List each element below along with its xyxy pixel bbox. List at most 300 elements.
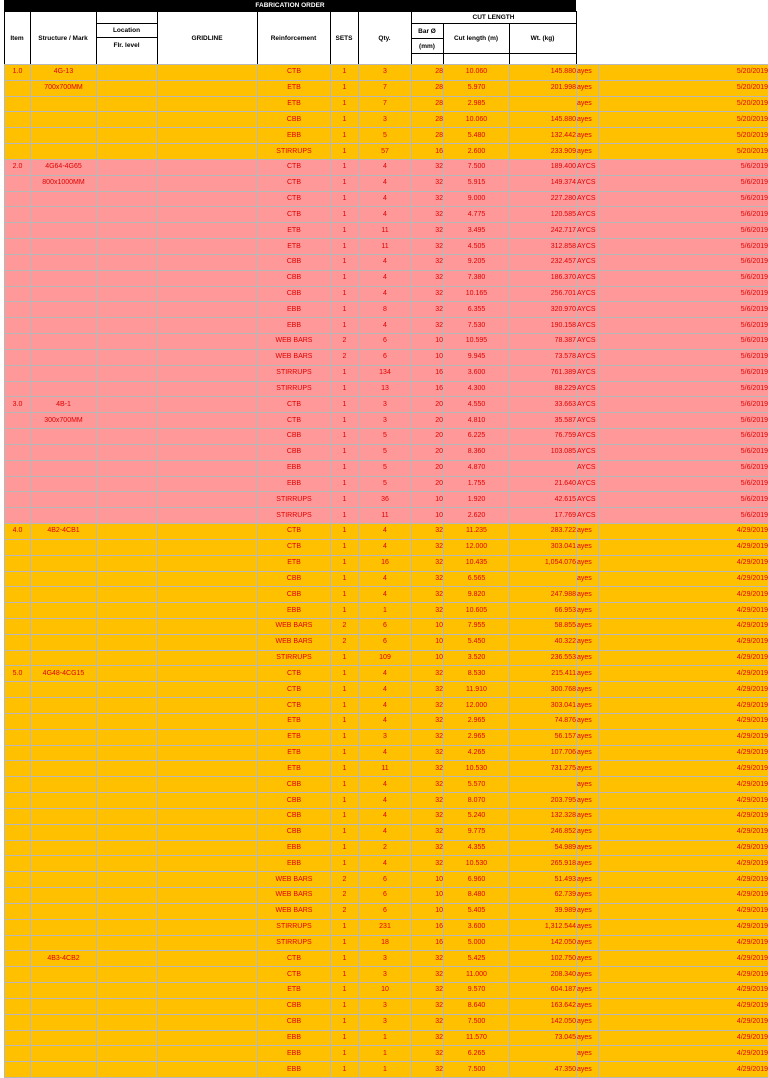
row-bar-dia: 32 [412, 951, 444, 967]
row-item [5, 919, 31, 935]
row-item: 4.0 [5, 524, 31, 540]
row-item [5, 539, 31, 555]
row-date: 4/29/2019 [599, 555, 768, 571]
row-remark: AYCS [577, 349, 599, 365]
row-location [97, 223, 158, 239]
row-qty: 6 [359, 872, 412, 888]
row-location [97, 524, 158, 540]
row-structure-mark [31, 808, 97, 824]
row-sets: 1 [331, 729, 359, 745]
row-location [97, 745, 158, 761]
table-row [5, 175, 768, 191]
row-sets: 1 [331, 587, 359, 603]
row-remark: AYCS [577, 365, 599, 381]
row-weight: 39.989 [510, 903, 577, 919]
row-date: 5/6/2019 [599, 239, 768, 255]
row-location [97, 159, 158, 175]
row-reinforcement: CBB [258, 270, 331, 286]
row-qty: 16 [359, 555, 412, 571]
row-bar-dia: 20 [412, 397, 444, 413]
row-location [97, 112, 158, 128]
row-structure-mark [31, 983, 97, 999]
row-item [5, 318, 31, 334]
row-remark: ayes [577, 903, 599, 919]
row-bar-dia: 32 [412, 555, 444, 571]
row-reinforcement: WEB BARS [258, 618, 331, 634]
row-reinforcement: CBB [258, 571, 331, 587]
row-weight: 320.970 [510, 302, 577, 318]
row-reinforcement: EBB [258, 460, 331, 476]
row-gridline [158, 1046, 258, 1062]
row-structure-mark [31, 555, 97, 571]
row-weight [510, 571, 577, 587]
row-reinforcement: CTB [258, 539, 331, 555]
row-location [97, 539, 158, 555]
row-reinforcement: EBB [258, 856, 331, 872]
row-sets: 1 [331, 856, 359, 872]
row-qty: 4 [359, 587, 412, 603]
row-item [5, 998, 31, 1014]
table-row [5, 444, 768, 460]
row-item [5, 365, 31, 381]
row-weight: 242.717 [510, 223, 577, 239]
row-weight: 731.275 [510, 761, 577, 777]
row-item [5, 935, 31, 951]
header-cut-length: Cut length (m) [443, 24, 509, 53]
row-gridline [158, 808, 258, 824]
row-bar-dia: 10 [412, 492, 444, 508]
row-qty: 6 [359, 618, 412, 634]
row-cut-length: 8.480 [444, 888, 510, 904]
header-item: Item [4, 12, 30, 64]
row-location [97, 634, 158, 650]
row-sets: 1 [331, 476, 359, 492]
row-sets: 1 [331, 571, 359, 587]
row-cut-length: 12.000 [444, 539, 510, 555]
row-date: 5/6/2019 [599, 223, 768, 239]
row-date: 4/29/2019 [599, 824, 768, 840]
header-qty: Qty. [358, 12, 411, 64]
row-bar-dia: 10 [412, 508, 444, 524]
table-row [5, 539, 768, 555]
row-qty: 3 [359, 951, 412, 967]
table-row [5, 128, 768, 144]
row-reinforcement: EBB [258, 840, 331, 856]
row-structure-mark [31, 286, 97, 302]
row-remark: AYCS [577, 413, 599, 429]
row-qty: 7 [359, 80, 412, 96]
row-reinforcement: CBB [258, 777, 331, 793]
row-bar-dia: 10 [412, 349, 444, 365]
row-sets: 1 [331, 159, 359, 175]
table-row [5, 903, 768, 919]
row-remark: ayes [577, 793, 599, 809]
row-bar-dia: 32 [412, 571, 444, 587]
row-item: 2.0 [5, 159, 31, 175]
row-qty: 3 [359, 1014, 412, 1030]
row-gridline [158, 175, 258, 191]
row-location [97, 144, 158, 160]
row-location [97, 381, 158, 397]
row-date: 4/29/2019 [599, 650, 768, 666]
table-row [5, 618, 768, 634]
row-sets: 1 [331, 96, 359, 112]
row-item: 5.0 [5, 666, 31, 682]
row-remark: AYCS [577, 476, 599, 492]
row-reinforcement: STIRRUPS [258, 919, 331, 935]
row-weight: 246.852 [510, 824, 577, 840]
row-qty: 11 [359, 508, 412, 524]
row-qty: 4 [359, 682, 412, 698]
row-date: 4/29/2019 [599, 745, 768, 761]
row-date: 4/29/2019 [599, 998, 768, 1014]
row-reinforcement: CBB [258, 824, 331, 840]
row-remark: AYCS [577, 207, 599, 223]
row-gridline [158, 112, 258, 128]
row-sets: 1 [331, 460, 359, 476]
row-date: 5/20/2019 [599, 96, 768, 112]
table-row [5, 698, 768, 714]
row-bar-dia: 32 [412, 824, 444, 840]
row-structure-mark [31, 1030, 97, 1046]
row-cut-length: 8.640 [444, 998, 510, 1014]
row-cut-length: 2.965 [444, 729, 510, 745]
row-qty: 7 [359, 96, 412, 112]
row-structure-mark [31, 571, 97, 587]
row-reinforcement: EBB [258, 603, 331, 619]
row-item [5, 729, 31, 745]
row-qty: 6 [359, 888, 412, 904]
row-qty: 4 [359, 207, 412, 223]
row-bar-dia: 32 [412, 270, 444, 286]
row-item [5, 112, 31, 128]
row-gridline [158, 666, 258, 682]
row-remark: ayes [577, 128, 599, 144]
row-reinforcement: EBB [258, 302, 331, 318]
row-location [97, 1030, 158, 1046]
header-bar-mm: (mm) [411, 39, 443, 53]
row-bar-dia: 32 [412, 539, 444, 555]
row-bar-dia: 32 [412, 603, 444, 619]
row-date: 4/29/2019 [599, 888, 768, 904]
row-sets: 1 [331, 207, 359, 223]
row-item [5, 777, 31, 793]
row-qty: 4 [359, 571, 412, 587]
row-reinforcement: ETB [258, 729, 331, 745]
row-sets: 1 [331, 555, 359, 571]
row-cut-length: 2.600 [444, 144, 510, 160]
row-sets: 1 [331, 381, 359, 397]
row-weight: 236.553 [510, 650, 577, 666]
row-item [5, 239, 31, 255]
row-gridline [158, 318, 258, 334]
row-gridline [158, 618, 258, 634]
row-sets: 1 [331, 935, 359, 951]
row-remark: AYCS [577, 175, 599, 191]
row-gridline [158, 207, 258, 223]
row-bar-dia: 16 [412, 144, 444, 160]
row-location [97, 618, 158, 634]
row-item [5, 682, 31, 698]
row-date: 4/29/2019 [599, 872, 768, 888]
row-date: 5/6/2019 [599, 508, 768, 524]
row-remark: ayes [577, 888, 599, 904]
row-qty: 4 [359, 286, 412, 302]
row-weight: 132.328 [510, 808, 577, 824]
row-weight: 303.041 [510, 539, 577, 555]
row-item [5, 270, 31, 286]
row-remark: AYCS [577, 254, 599, 270]
row-date: 4/29/2019 [599, 539, 768, 555]
row-sets: 1 [331, 698, 359, 714]
row-reinforcement: EBB [258, 1046, 331, 1062]
row-location [97, 666, 158, 682]
row-remark: ayes [577, 998, 599, 1014]
row-gridline [158, 919, 258, 935]
row-item [5, 808, 31, 824]
row-sets: 2 [331, 634, 359, 650]
row-cut-length: 3.600 [444, 365, 510, 381]
row-date: 4/29/2019 [599, 1046, 768, 1062]
row-gridline [158, 967, 258, 983]
row-qty: 3 [359, 729, 412, 745]
row-remark: AYCS [577, 397, 599, 413]
row-sets: 1 [331, 302, 359, 318]
table-row [5, 239, 768, 255]
row-location [97, 460, 158, 476]
row-qty: 4 [359, 745, 412, 761]
row-gridline [158, 571, 258, 587]
table-row [5, 555, 768, 571]
row-gridline [158, 840, 258, 856]
row-gridline [158, 381, 258, 397]
row-bar-dia: 32 [412, 286, 444, 302]
row-reinforcement: CTB [258, 698, 331, 714]
row-date: 5/6/2019 [599, 349, 768, 365]
row-item [5, 508, 31, 524]
row-qty: 3 [359, 998, 412, 1014]
row-gridline [158, 587, 258, 603]
row-structure-mark [31, 334, 97, 350]
row-weight: 17.769 [510, 508, 577, 524]
row-remark: ayes [577, 745, 599, 761]
row-reinforcement: EBB [258, 128, 331, 144]
row-date: 5/20/2019 [599, 65, 768, 81]
row-reinforcement: CBB [258, 286, 331, 302]
row-item [5, 713, 31, 729]
row-structure-mark [31, 634, 97, 650]
row-date: 4/29/2019 [599, 618, 768, 634]
row-location [97, 444, 158, 460]
row-gridline [158, 951, 258, 967]
row-structure-mark [31, 729, 97, 745]
row-reinforcement: WEB BARS [258, 349, 331, 365]
row-cut-length: 4.355 [444, 840, 510, 856]
table-row [5, 840, 768, 856]
row-date: 5/6/2019 [599, 286, 768, 302]
row-weight: 35.587 [510, 413, 577, 429]
row-reinforcement: CBB [258, 808, 331, 824]
row-reinforcement: CTB [258, 207, 331, 223]
row-cut-length: 2.620 [444, 508, 510, 524]
row-weight: 1,054.076 [510, 555, 577, 571]
row-item [5, 191, 31, 207]
row-qty: 2 [359, 840, 412, 856]
row-weight: 604.187 [510, 983, 577, 999]
row-gridline [158, 872, 258, 888]
row-bar-dia: 32 [412, 239, 444, 255]
row-remark: ayes [577, 650, 599, 666]
row-structure-mark [31, 460, 97, 476]
row-cut-length: 11.235 [444, 524, 510, 540]
row-location [97, 128, 158, 144]
row-location [97, 318, 158, 334]
row-gridline [158, 888, 258, 904]
row-qty: 4 [359, 856, 412, 872]
row-bar-dia: 32 [412, 587, 444, 603]
row-weight: 142.050 [510, 1014, 577, 1030]
row-item [5, 856, 31, 872]
row-sets: 1 [331, 429, 359, 445]
row-cut-length: 4.265 [444, 745, 510, 761]
row-item [5, 492, 31, 508]
row-date: 4/29/2019 [599, 919, 768, 935]
row-bar-dia: 28 [412, 112, 444, 128]
row-sets: 1 [331, 840, 359, 856]
row-structure-mark [31, 223, 97, 239]
row-reinforcement: CTB [258, 175, 331, 191]
row-qty: 4 [359, 777, 412, 793]
row-item [5, 761, 31, 777]
row-bar-dia: 32 [412, 1030, 444, 1046]
row-weight: 73.045 [510, 1030, 577, 1046]
header-floor-level: Flr. level [96, 38, 157, 52]
table-row [5, 381, 768, 397]
row-sets: 1 [331, 761, 359, 777]
row-qty: 1 [359, 603, 412, 619]
row-weight: 58.855 [510, 618, 577, 634]
row-qty: 5 [359, 476, 412, 492]
row-qty: 109 [359, 650, 412, 666]
row-reinforcement: EBB [258, 1030, 331, 1046]
row-sets: 1 [331, 365, 359, 381]
table-row [5, 334, 768, 350]
row-reinforcement: EBB [258, 318, 331, 334]
row-gridline [158, 444, 258, 460]
row-reinforcement: EBB [258, 1062, 331, 1078]
table-row [5, 302, 768, 318]
row-structure-mark: 4B-1 [31, 397, 97, 413]
row-structure-mark [31, 682, 97, 698]
table-row [5, 476, 768, 492]
row-sets: 1 [331, 1046, 359, 1062]
table-row [5, 1046, 768, 1062]
row-sets: 1 [331, 65, 359, 81]
row-location [97, 983, 158, 999]
table-row [5, 1014, 768, 1030]
row-location [97, 571, 158, 587]
row-reinforcement: CBB [258, 587, 331, 603]
row-sets: 1 [331, 682, 359, 698]
row-cut-length: 10.595 [444, 334, 510, 350]
row-remark: AYCS [577, 492, 599, 508]
row-date: 4/29/2019 [599, 793, 768, 809]
row-sets: 1 [331, 508, 359, 524]
row-qty: 134 [359, 365, 412, 381]
row-location [97, 698, 158, 714]
row-bar-dia: 32 [412, 191, 444, 207]
row-sets: 1 [331, 444, 359, 460]
row-weight: 256.701 [510, 286, 577, 302]
row-bar-dia: 10 [412, 618, 444, 634]
row-cut-length: 10.165 [444, 286, 510, 302]
row-bar-dia: 32 [412, 729, 444, 745]
row-remark: ayes [577, 1030, 599, 1046]
row-structure-mark [31, 824, 97, 840]
row-weight: 56.157 [510, 729, 577, 745]
row-item [5, 587, 31, 603]
table-row [5, 919, 768, 935]
row-date: 5/6/2019 [599, 302, 768, 318]
row-location [97, 856, 158, 872]
row-location [97, 555, 158, 571]
row-item [5, 444, 31, 460]
row-date: 5/20/2019 [599, 112, 768, 128]
row-gridline [158, 603, 258, 619]
row-remark: ayes [577, 112, 599, 128]
table-row [5, 254, 768, 270]
row-qty: 231 [359, 919, 412, 935]
row-remark: ayes [577, 840, 599, 856]
table-row [5, 650, 768, 666]
row-reinforcement: CTB [258, 413, 331, 429]
row-structure-mark: 4G64-4G65 [31, 159, 97, 175]
row-bar-dia: 32 [412, 254, 444, 270]
row-sets: 1 [331, 397, 359, 413]
row-location [97, 824, 158, 840]
row-date: 5/6/2019 [599, 270, 768, 286]
row-structure-mark [31, 539, 97, 555]
row-cut-length: 10.530 [444, 856, 510, 872]
row-structure-mark [31, 1014, 97, 1030]
row-qty: 4 [359, 539, 412, 555]
row-reinforcement: WEB BARS [258, 872, 331, 888]
row-remark: ayes [577, 539, 599, 555]
row-item [5, 555, 31, 571]
row-sets: 1 [331, 254, 359, 270]
row-weight [510, 460, 577, 476]
row-structure-mark [31, 967, 97, 983]
row-reinforcement: CTB [258, 666, 331, 682]
table-row [5, 634, 768, 650]
row-location [97, 872, 158, 888]
row-qty: 13 [359, 381, 412, 397]
row-remark: ayes [577, 824, 599, 840]
row-weight: 73.578 [510, 349, 577, 365]
table-row [5, 571, 768, 587]
row-structure-mark: 4B3-4CB2 [31, 951, 97, 967]
row-gridline [158, 159, 258, 175]
row-structure-mark [31, 96, 97, 112]
row-cut-length: 8.070 [444, 793, 510, 809]
row-remark: AYCS [577, 286, 599, 302]
row-gridline [158, 365, 258, 381]
row-date: 4/29/2019 [599, 761, 768, 777]
row-remark: ayes [577, 555, 599, 571]
row-sets: 2 [331, 334, 359, 350]
row-gridline [158, 223, 258, 239]
row-item [5, 1014, 31, 1030]
